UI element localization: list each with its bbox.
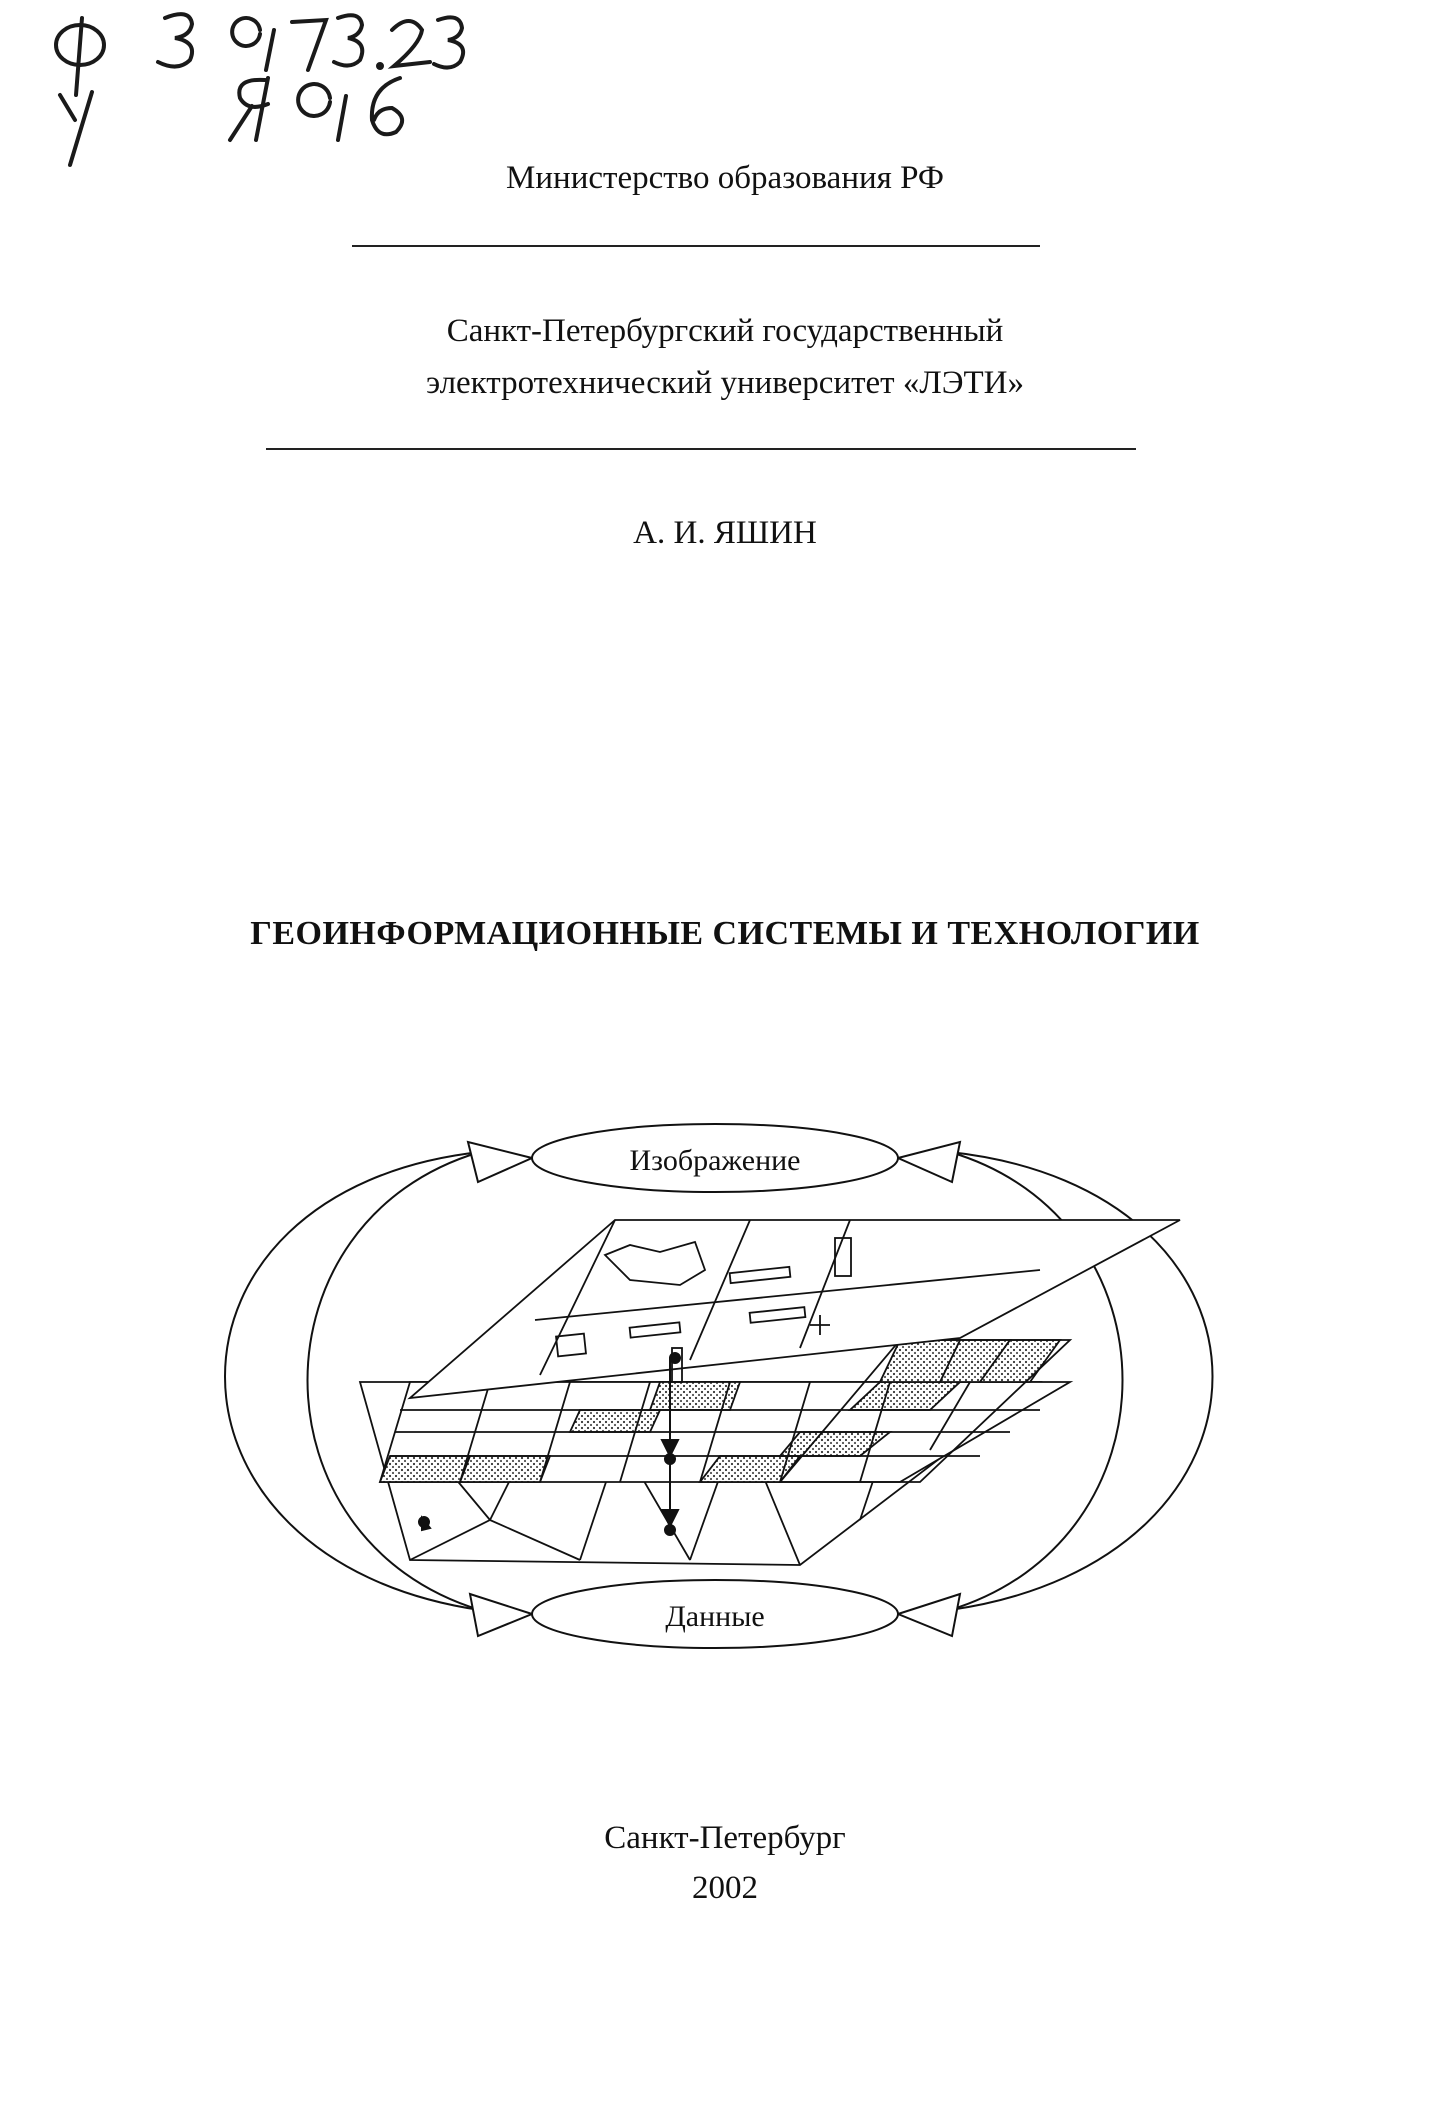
image-label: Изображение [629, 1144, 801, 1177]
author-name: А. И. ЯШИН [633, 515, 817, 551]
data-label: Данные [665, 1600, 765, 1633]
arrowhead-top-left [468, 1142, 532, 1182]
shelfmark-handwriting [30, 0, 490, 170]
gis-figure [160, 1120, 1290, 1655]
divider-top [352, 245, 1040, 247]
ministry-name: Министерство образования РФ [506, 160, 944, 196]
shelfmark [30, 0, 490, 170]
university-line-1: Санкт-Петербургский государственный [446, 313, 1004, 349]
university-line-2: электротехнический университет «ЛЭТИ» [426, 365, 1024, 401]
gis-diagram [160, 1120, 1290, 1650]
arrowhead-top-right [898, 1142, 960, 1182]
publication-city: Санкт-Петербург [604, 1820, 846, 1856]
book-title: ГЕОИНФОРМАЦИОННЫЕ СИСТЕМЫ И ТЕХНОЛОГИИ [250, 915, 1200, 952]
arrowhead-bottom-left [470, 1594, 532, 1636]
map-layer [410, 1220, 1180, 1398]
divider-bottom [266, 448, 1136, 450]
publication-year: 2002 [692, 1870, 758, 1906]
arrowhead-bottom-right [898, 1594, 960, 1636]
